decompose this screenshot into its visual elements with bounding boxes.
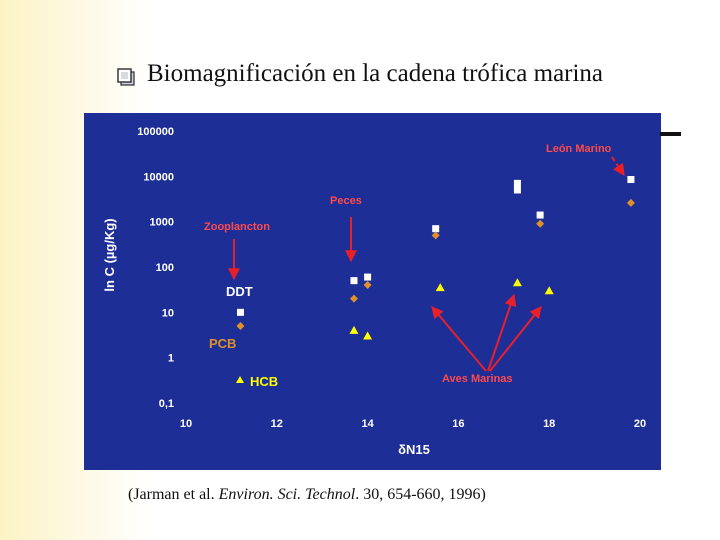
hcb-point <box>363 332 372 340</box>
x-tick-label: 10 <box>179 418 193 430</box>
decorative-bar <box>660 132 681 136</box>
arrow-aves-1 <box>432 307 486 371</box>
x-axis-title: δN15 <box>398 442 430 457</box>
citation-suffix: . 30, 654-660, 1996) <box>355 486 486 503</box>
x-tick-label: 16 <box>452 418 465 430</box>
citation-journal: Environ. Sci. Technol <box>218 486 356 503</box>
x-tick-label: 18 <box>543 418 556 430</box>
y-tick-label: 0,1 <box>158 398 174 410</box>
ddt-point <box>537 212 544 219</box>
ddt-point <box>350 277 357 284</box>
chart-panel <box>84 113 661 470</box>
y-axis-title: ln C (µg/Kg) <box>102 218 117 292</box>
x-tick-label: 12 <box>270 418 283 430</box>
y-tick-label: 10000 <box>143 171 174 184</box>
y-tick-label: 10 <box>161 307 174 320</box>
hcb-point <box>436 283 445 291</box>
annotation-aves-marinas: Aves Marinas <box>442 373 513 385</box>
citation-prefix: (Jarman et al. <box>128 486 219 503</box>
pcb-point <box>350 295 358 303</box>
annotation-zooplancton: Zooplancton <box>204 221 270 233</box>
ddt-point <box>514 180 521 187</box>
hcb-label: HCB <box>250 374 279 389</box>
pcb-point <box>627 199 635 207</box>
annotation-leon-marino: León Marino <box>546 143 612 155</box>
ddt-point <box>432 225 439 232</box>
ddt-point <box>627 176 634 183</box>
y-tick-label: 1000 <box>149 216 174 229</box>
pcb-point <box>364 281 372 289</box>
annotation-peces: Peces <box>330 195 362 207</box>
slide-bullet-icon <box>116 67 136 87</box>
citation <box>128 486 486 504</box>
ddt-point <box>237 309 244 316</box>
arrow-aves-3 <box>490 307 541 371</box>
arrow-leon-marino <box>612 157 624 175</box>
pcb-point <box>432 231 440 239</box>
hcb-point <box>513 278 522 286</box>
hcb-legend-marker <box>236 376 244 383</box>
chart-svg <box>84 113 661 470</box>
y-tick-label: 100000 <box>137 126 174 138</box>
slide-title: Biomagnificación en la cadena trófica marina <box>147 60 604 87</box>
ddt-point <box>364 274 371 281</box>
arrow-aves-2 <box>488 295 514 371</box>
pcb-point <box>236 322 244 330</box>
hcb-point <box>349 326 358 334</box>
pcb-label: PCB <box>209 336 237 351</box>
x-tick-label: 14 <box>361 418 374 430</box>
x-tick-label: 20 <box>633 418 647 430</box>
y-tick-label: 1 <box>167 352 174 365</box>
pcb-point <box>536 220 544 228</box>
hcb-point <box>545 286 554 294</box>
ddt-label: DDT <box>226 284 253 299</box>
y-tick-label: 100 <box>155 262 174 274</box>
ddt-point <box>514 186 521 193</box>
